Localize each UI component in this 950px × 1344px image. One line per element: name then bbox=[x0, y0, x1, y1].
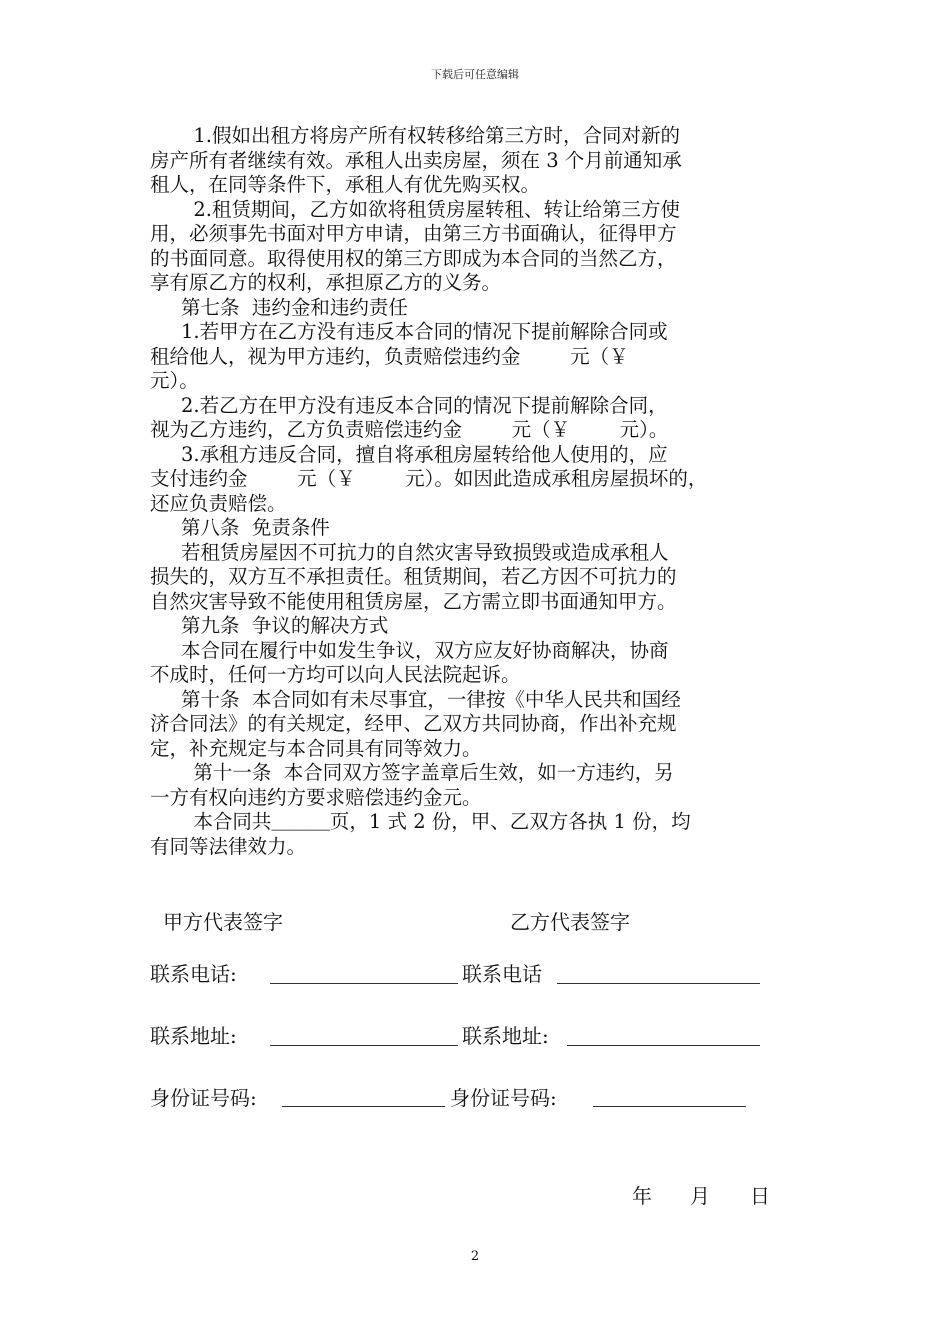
contract-text-line: 的书面同意。取得使用权的第三方即成为本合同的当然乙方， bbox=[150, 246, 677, 270]
contract-text-line: 2.若乙方在甲方没有违反本合同的情况下提前解除合同， bbox=[150, 393, 668, 417]
party-b-id-blank[interactable] bbox=[593, 1106, 746, 1107]
contract-text-line: 有同等法律效力。 bbox=[150, 834, 307, 858]
contract-text-line: 第十条 本合同如有未尽事宜，一律按《中华人民共和国经 bbox=[150, 687, 681, 711]
contract-text-line: 第八条 免责条件 bbox=[150, 516, 330, 539]
party-b-id-label: 身份证号码: bbox=[450, 1086, 557, 1110]
contract-text-line: 租人，在同等条件下，承租人有优先购买权。 bbox=[150, 173, 541, 196]
contract-text-line: 2.租赁期间，乙方如欲将租赁房屋转租、转让给第三方使 bbox=[150, 197, 680, 221]
party-b-address-label: 联系地址: bbox=[462, 1024, 549, 1048]
contract-text-line: 本合同共＿＿＿页，1 式 2 份，甲、乙双方各执 1 份，均 bbox=[150, 810, 691, 833]
contract-text-line: 自然灾害导致不能使用租赁房屋，乙方需立即书面通知甲方。 bbox=[150, 589, 677, 613]
contract-text-line: 房产所有者继续有效。承租人出卖房屋，须在 3 个月前通知承 bbox=[150, 148, 682, 172]
party-a-address-blank[interactable] bbox=[270, 1045, 458, 1046]
party-a-signature-label: 甲方代表签字 bbox=[163, 910, 283, 934]
contract-text-line: 第七条 违约金和违约责任 bbox=[150, 295, 408, 319]
date-day: 日 bbox=[750, 1184, 770, 1208]
date-month: 月 bbox=[690, 1184, 710, 1208]
contract-text-line: 济合同法》的有关规定，经甲、乙双方共同协商，作出补充规 bbox=[150, 712, 677, 735]
contract-text-line: 不成时，任何一方均可以向人民法院起诉。 bbox=[150, 663, 521, 686]
party-a-id-label: 身份证号码: bbox=[150, 1086, 257, 1110]
contract-text-line: 视为乙方违约，乙方负责赔偿违约金 元（￥ 元）。 bbox=[150, 418, 669, 441]
party-a-address-label: 联系地址: bbox=[150, 1024, 237, 1048]
party-b-signature-label: 乙方代表签字 bbox=[510, 910, 630, 934]
contract-text-line: 用，必须事先书面对甲方申请，由第三方书面确认，征得甲方 bbox=[150, 222, 677, 245]
contract-text-line: 损失的，双方互不承担责任。租赁期间，若乙方因不可抗力的 bbox=[150, 565, 677, 588]
contract-text-line: 定，补充规定与本合同具有同等效力。 bbox=[150, 736, 482, 760]
date-year: 年 bbox=[632, 1184, 652, 1208]
contract-text-line: 一方有权向违约方要求赔偿违约金元。 bbox=[150, 785, 482, 809]
contract-text-line: 支付违约金 元（￥ 元）。如因此造成承租房屋损坏的， bbox=[150, 467, 708, 490]
contract-text-line: 第十一条 本合同双方签字盖章后生效，如一方违约，另 bbox=[150, 761, 674, 784]
contract-text-line: 享有原乙方的权利，承担原乙方的义务。 bbox=[150, 271, 502, 294]
contract-text-line: 1.若甲方在乙方没有违反本合同的情况下提前解除合同或 bbox=[150, 320, 668, 343]
party-b-phone-label: 联系电话 bbox=[462, 962, 542, 986]
party-a-phone-blank[interactable] bbox=[270, 983, 458, 984]
contract-text-line: 还应负责赔偿。 bbox=[150, 491, 287, 515]
contract-text-line: 若租赁房屋因不可抗力的自然灾害导致损毁或造成承租人 bbox=[150, 540, 669, 564]
contract-text-line: 租给他人，视为甲方违约，负责赔偿违约金 元（￥ bbox=[150, 344, 629, 368]
party-a-id-blank[interactable] bbox=[282, 1106, 445, 1107]
page-header: 下载后可任意编辑 bbox=[431, 68, 519, 81]
contract-text-line: 本合同在履行中如发生争议，双方应友好协商解决，协商 bbox=[150, 638, 669, 662]
contract-text-line: 第九条 争议的解决方式 bbox=[150, 614, 389, 637]
party-b-address-blank[interactable] bbox=[567, 1045, 760, 1046]
party-b-phone-blank[interactable] bbox=[557, 983, 760, 984]
contract-text-line: 1.假如出租方将房产所有权转移给第三方时，合同对新的 bbox=[150, 124, 680, 147]
page-number: 2 bbox=[470, 1249, 480, 1264]
party-a-phone-label: 联系电话: bbox=[150, 962, 237, 986]
contract-text-line: 元）。 bbox=[150, 369, 199, 392]
contract-text-line: 3.承租方违反合同，擅自将承租房屋转给他人使用的，应 bbox=[150, 442, 668, 466]
